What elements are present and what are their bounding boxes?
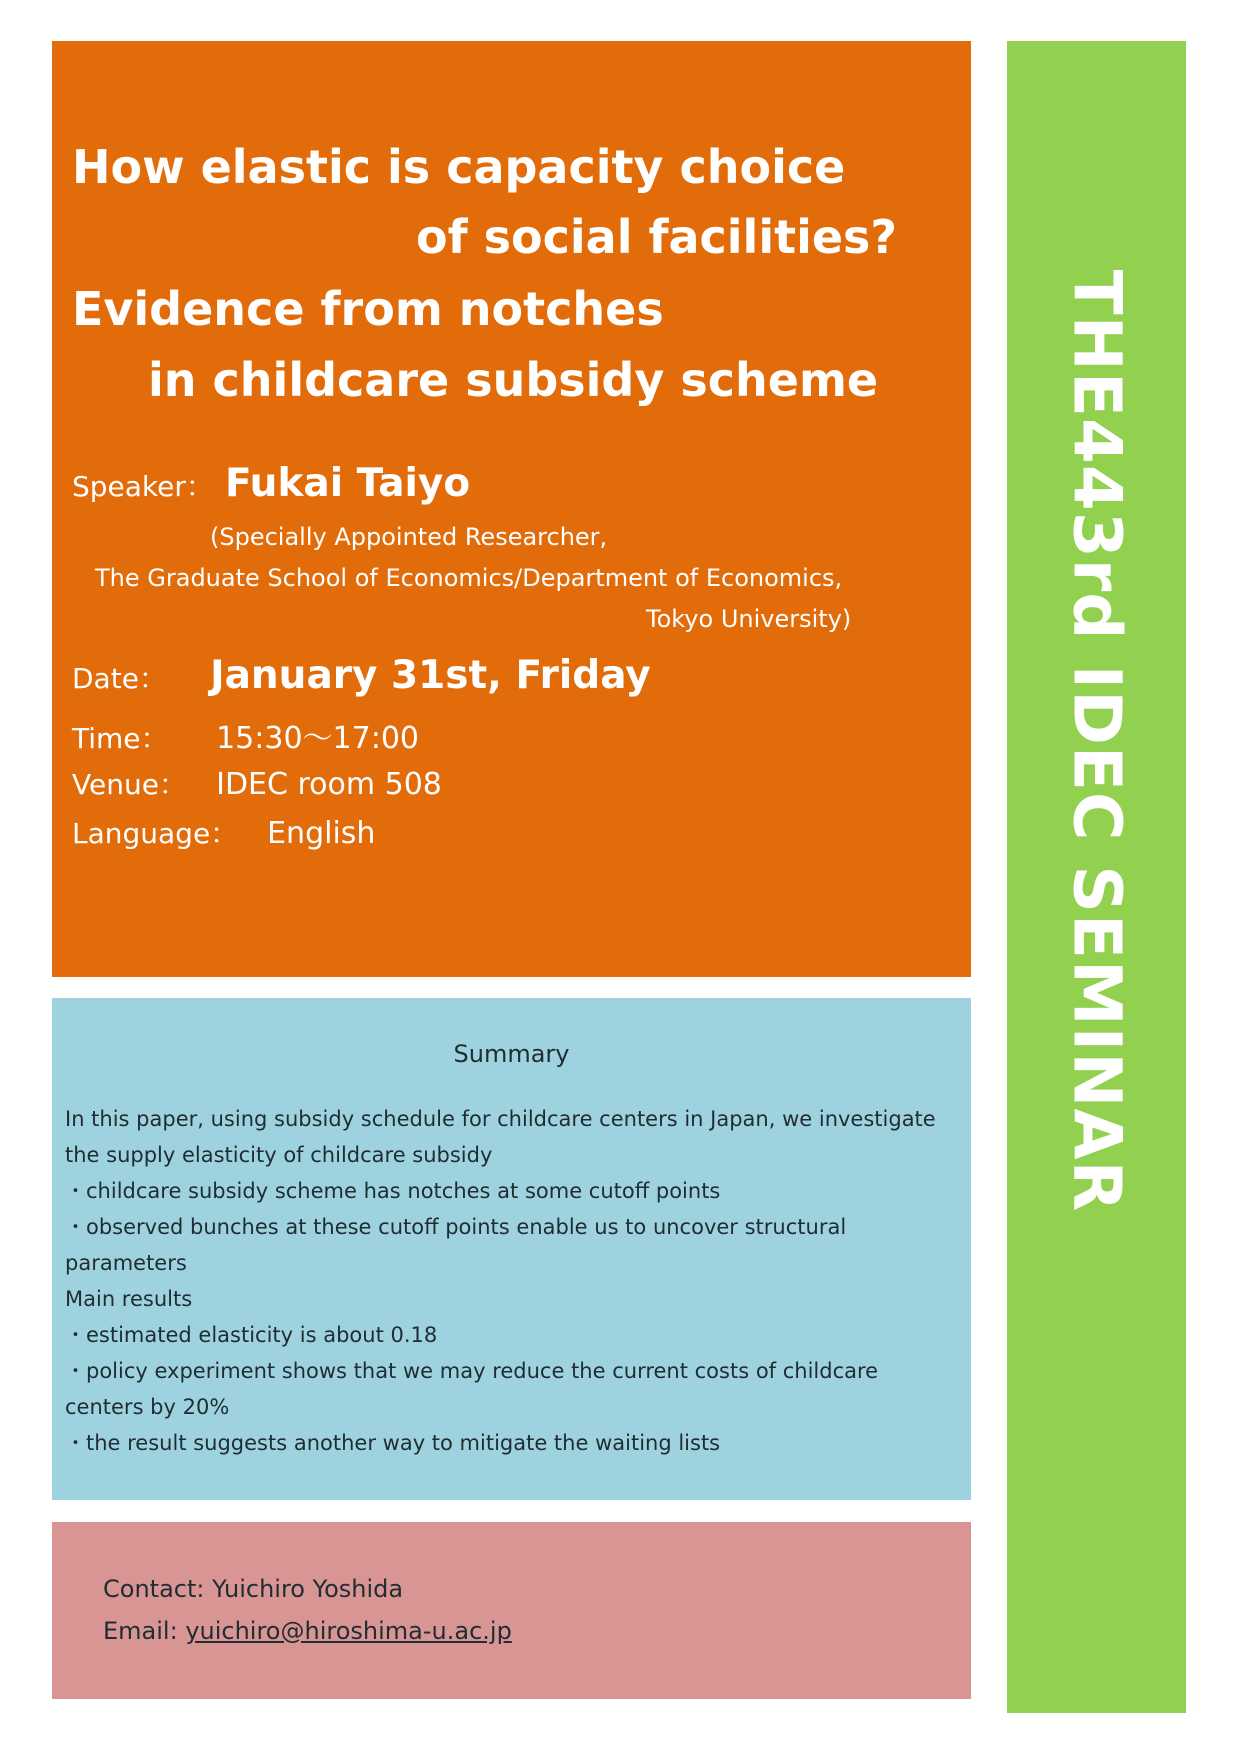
- summary-text: [65, 1101, 965, 1461]
- speaker-affiliation-line-1: (Specially Appointed Researcher,: [210, 523, 608, 551]
- summary-line: the supply elasticity of childcare subsidy: [65, 1143, 493, 1167]
- speaker-affiliation-line-2: The Graduate School of Economics/Department of Economics,: [95, 564, 843, 592]
- time-row: [72, 713, 419, 757]
- time-label: Time：: [72, 722, 169, 755]
- speaker-name: Fukai Taiyo: [224, 461, 471, 506]
- summary-line: ・the result suggests another way to mitigate the waiting lists: [65, 1431, 721, 1455]
- language-label: Language：: [72, 817, 239, 850]
- email-row: [103, 1617, 512, 1645]
- speaker-row: [72, 461, 470, 506]
- talk-title-line-1: How elastic is capacity choice: [72, 140, 846, 194]
- summary-line: ・policy experiment shows that we may reduce the current costs of childcare: [65, 1359, 879, 1383]
- language-row: [72, 812, 375, 852]
- speaker-affiliation-line-3: Tokyo University): [646, 605, 852, 633]
- talk-title-line-3: Evidence from notches: [72, 282, 664, 336]
- language-value: English: [267, 816, 376, 851]
- email-label: Email:: [103, 1617, 178, 1645]
- venue-label: Venue：: [72, 768, 187, 801]
- talk-title-line-4: in childcare subsidy scheme: [148, 353, 879, 407]
- venue-value: IDEC room 508: [216, 767, 442, 802]
- contact-panel: [52, 1522, 971, 1699]
- seminar-info-panel: [52, 41, 971, 977]
- summary-heading: Summary: [453, 1040, 570, 1068]
- summary-line: parameters: [65, 1251, 187, 1275]
- summary-line: ・observed bunches at these cutoff points enable us to uncover structural: [65, 1215, 847, 1239]
- contact-label: Contact:: [103, 1575, 205, 1603]
- time-value: 15:30～17:00: [216, 721, 420, 756]
- summary-line: ・estimated elasticity is about 0.18: [65, 1323, 438, 1347]
- talk-title-line-2: of social facilities?: [416, 210, 898, 264]
- seminar-number-banner: [1007, 41, 1186, 1713]
- summary-line: centers by 20%: [65, 1395, 230, 1419]
- date-row: [72, 653, 651, 698]
- summary-line: ・childcare subsidy scheme has notches at some cutoff points: [65, 1179, 721, 1203]
- date-value: January 31st, Friday: [210, 653, 651, 698]
- speaker-label: Speaker：: [72, 470, 214, 503]
- contact-name: Yuichiro Yoshida: [212, 1575, 404, 1603]
- contact-row: [103, 1575, 403, 1603]
- summary-panel: [52, 998, 971, 1500]
- summary-line: In this paper, using subsidy schedule for childcare centers in Japan, we investigate: [65, 1107, 936, 1131]
- banner-text: THE443rd IDEC SEMINAR: [1058, 269, 1135, 1213]
- summary-line: Main results: [65, 1287, 193, 1311]
- email-link[interactable]: yuichiro@hiroshima-u.ac.jp: [185, 1617, 512, 1645]
- date-label: Date：: [72, 662, 167, 695]
- venue-row: [72, 763, 442, 803]
